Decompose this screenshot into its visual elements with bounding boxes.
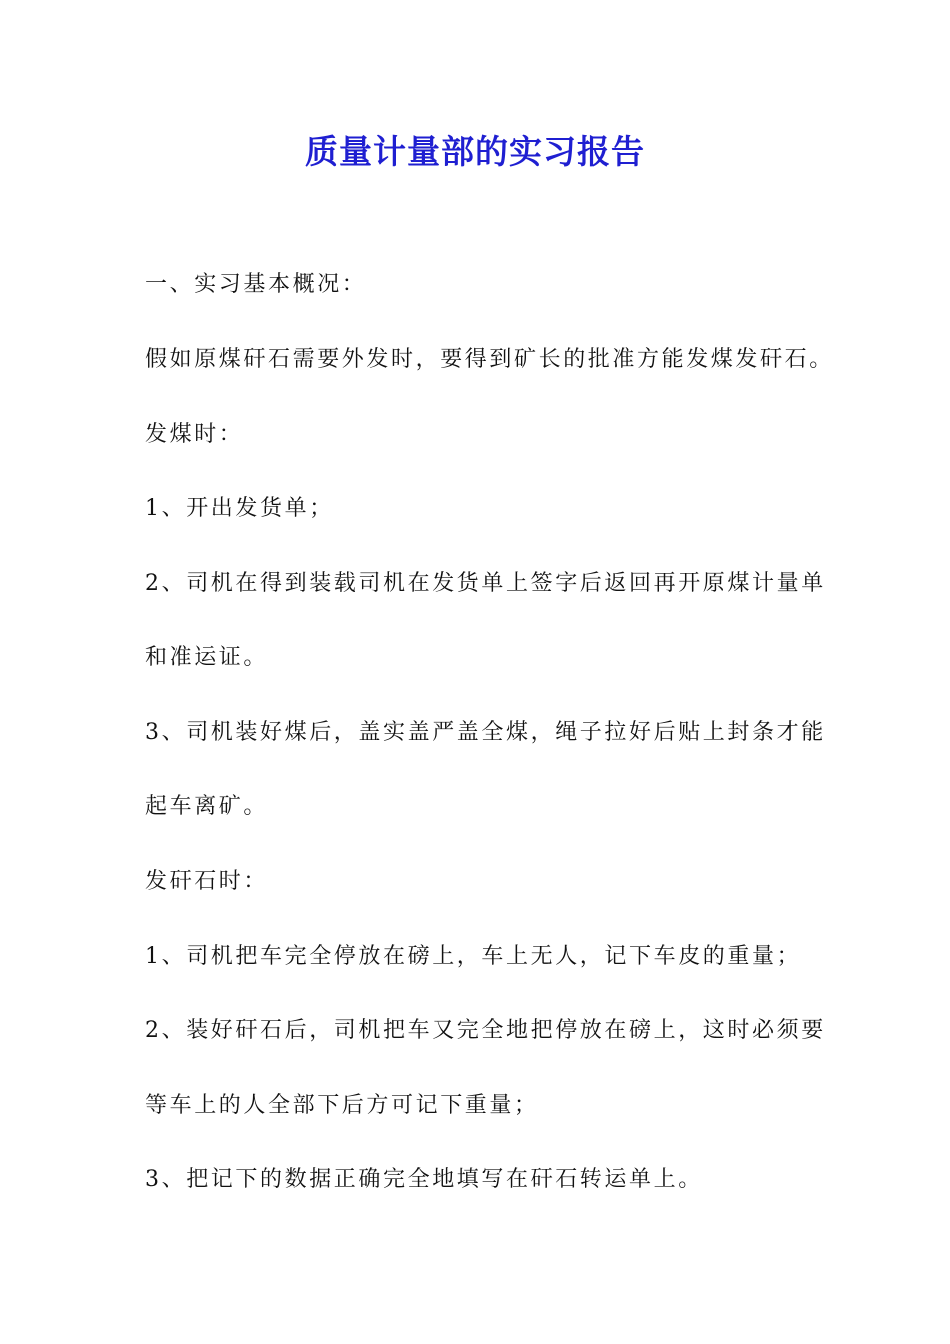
gangue-step-2-line-1: 2、装好矸石后，司机把车又完全地把停放在磅上，这时必须要 [145, 1018, 826, 1043]
coal-step-2-line-2: 和准运证。 [145, 645, 269, 670]
subheading-coal-dispatch: 发煤时： [145, 422, 244, 447]
coal-step-3-line-2: 起车离矿。 [145, 794, 269, 819]
section-heading-overview: 一、实习基本概况： [145, 272, 367, 297]
document-title: 质量计量部的实习报告 [305, 132, 645, 171]
gangue-step-1: 1、司机把车完全停放在磅上，车上无人，记下车皮的重量； [145, 944, 802, 969]
gangue-step-2-line-2: 等车上的人全部下后方可记下重量； [145, 1093, 539, 1118]
coal-step-2-line-1: 2、司机在得到装载司机在发货单上签字后返回再开原煤计量单 [145, 571, 826, 596]
gangue-step-3: 3、把记下的数据正确完全地填写在矸石转运单上。 [145, 1167, 703, 1192]
coal-step-3-line-1: 3、司机装好煤后，盖实盖严盖全煤，绳子拉好后贴上封条才能 [145, 720, 826, 745]
coal-step-1: 1、开出发货单； [145, 496, 334, 521]
paragraph-approval: 假如原煤矸石需要外发时，要得到矿长的批准方能发煤发矸石。 [145, 347, 834, 372]
subheading-gangue-dispatch: 发矸石时： [145, 869, 269, 894]
